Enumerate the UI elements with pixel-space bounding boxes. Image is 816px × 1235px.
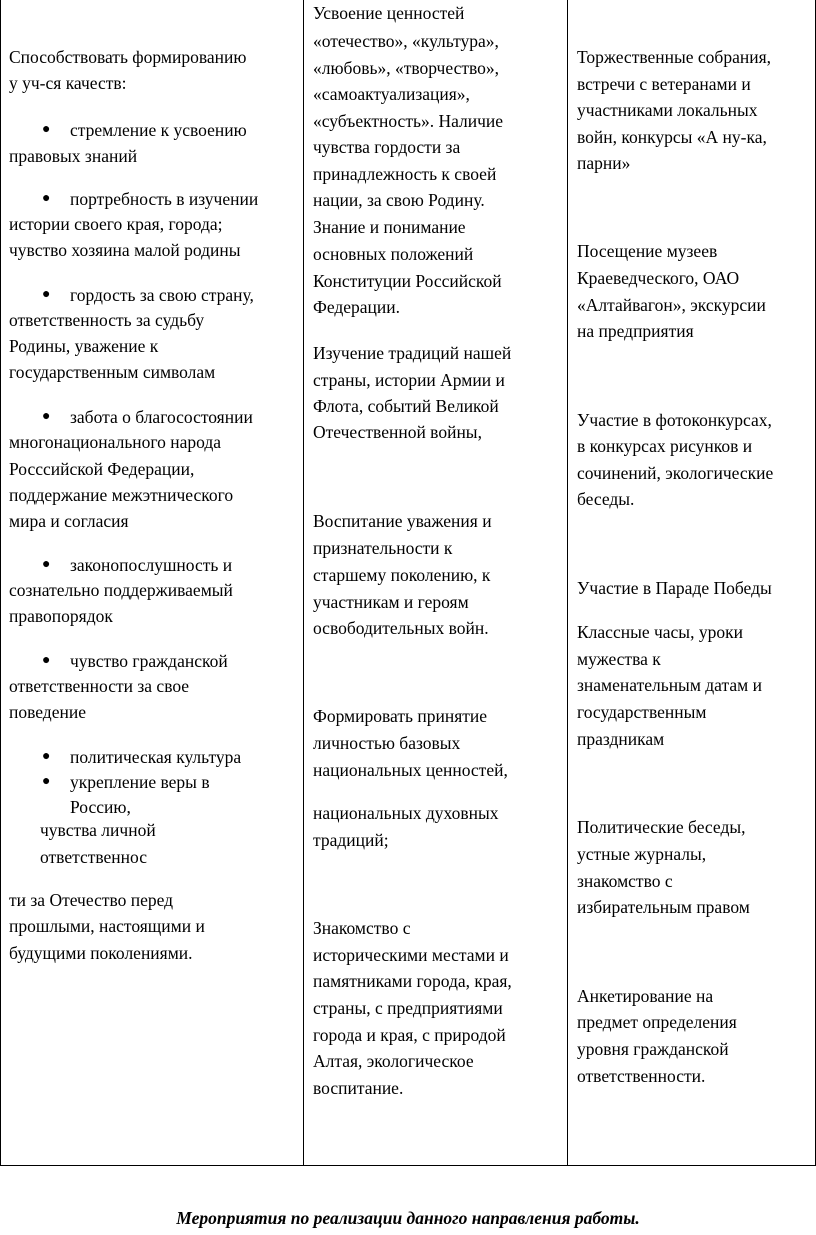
col3-line: беседы. <box>577 489 635 509</box>
col2-line: Формировать принятие <box>313 706 488 726</box>
bullet-icon: ● <box>42 122 51 137</box>
col2-line: традиций; <box>313 830 389 850</box>
col1-item-line: ответственности за свое <box>9 676 190 696</box>
col3-line: уровня гражданской <box>577 1039 729 1059</box>
col2-line: нации, за свою Родину. <box>313 190 485 210</box>
col2-line: воспитание. <box>313 1078 404 1098</box>
col2-line: Федерации. <box>313 297 401 317</box>
bullet-icon: ● <box>42 409 51 424</box>
col1-item-line: забота о благосостоянии <box>70 407 253 427</box>
col1-item-line: законопослушность и <box>70 555 233 575</box>
col1-item-line: чувство хозяина малой родины <box>9 240 241 260</box>
col1-item-line: Родины, уважение к <box>9 336 159 356</box>
table-border-bottom <box>0 1165 816 1166</box>
col1-item-line: Россию, <box>70 797 131 817</box>
col2-line: освободительных войн. <box>313 618 489 638</box>
col3-line: Краеведческого, ОАО <box>577 268 740 288</box>
col2-line: «самоактуализация», <box>313 84 470 104</box>
col2-line: Конституции Российской <box>313 271 502 291</box>
col2-line: страны, с предприятиями <box>313 998 503 1018</box>
bullet-icon: ● <box>42 774 51 789</box>
col2-line: «отечество», «культура», <box>313 31 499 51</box>
col1-item-line: правовых знаний <box>9 146 138 166</box>
col3-line: государственным <box>577 702 707 722</box>
col3-line: праздникам <box>577 729 665 749</box>
col2-line: историческими местами и <box>313 945 509 965</box>
col3-line: знакомство с <box>577 871 673 891</box>
bullet-icon: ● <box>42 749 51 764</box>
col3-line: избирательным правом <box>577 897 750 917</box>
col3-line: ответственности. <box>577 1066 706 1086</box>
col1-outro-line: ти за Отечество перед <box>9 890 174 910</box>
col1-outro-line: прошлыми, настоящими и <box>9 916 205 936</box>
col3-line: Посещение музеев <box>577 241 718 261</box>
col3-line: в конкурсах рисунков и <box>577 436 753 456</box>
col1-item-line: многонационального народа <box>9 432 222 452</box>
col3-line: на предприятия <box>577 321 694 341</box>
col1-item-line: мира и согласия <box>9 511 129 531</box>
col1-item-line: государственным символам <box>9 362 216 382</box>
col3-line: войн, конкурсы «А ну-ка, <box>577 127 767 147</box>
col3-line: устные журналы, <box>577 844 707 864</box>
col2-line: памятниками города, края, <box>313 971 512 991</box>
col1-item-line: сознательно поддерживаемый <box>9 580 233 600</box>
col1-outro-line: будущими поколениями. <box>9 943 193 963</box>
col3-line: парни» <box>577 153 631 173</box>
col2-line: личностью базовых <box>313 733 461 753</box>
col2-line: основных положений <box>313 244 474 264</box>
col1-item-line: портребность в изучении <box>70 189 259 209</box>
col3-line: предмет определения <box>577 1012 737 1032</box>
table-border-left <box>0 0 1 1166</box>
col2-line: Флота, событий Великой <box>313 396 499 416</box>
col1-item-line: правопорядок <box>9 606 113 626</box>
bullet-icon: ● <box>42 653 51 668</box>
col1-tail-line: чувства личной <box>40 820 156 840</box>
col1-tail-line: ответственнос <box>40 847 147 867</box>
bullet-icon: ● <box>42 287 51 302</box>
col2-line: национальных ценностей, <box>313 760 508 780</box>
col2-line: признательности к <box>313 538 453 558</box>
col3-line: Торжественные собрания, <box>577 47 772 67</box>
section-caption: Мероприятия по реализации данного направления работы. <box>176 1208 640 1228</box>
col2-line: города и края, с природой <box>313 1025 506 1045</box>
col3-line: мужества к <box>577 649 661 669</box>
col2-line: старшему поколению, к <box>313 565 491 585</box>
bullet-icon: ● <box>42 191 51 206</box>
col1-item-line: политическая культура <box>70 747 242 767</box>
col2-line: «субъектность». Наличие <box>313 111 504 131</box>
col2-line: Изучение традиций нашей <box>313 343 512 363</box>
col2-line: «любовь», «творчество», <box>313 58 499 78</box>
col2-line: национальных духовных <box>313 803 499 823</box>
col3-line: «Алтайвагон», экскурсии <box>577 295 766 315</box>
col1-item-line: поведение <box>9 702 86 722</box>
col2-line: Знакомство с <box>313 918 411 938</box>
column-divider-2 <box>567 0 568 1166</box>
col3-line: Участие в Параде Победы <box>577 578 772 598</box>
col1-item-line: поддержание межэтнического <box>9 485 234 505</box>
col1-intro-line: Способствовать формированию <box>9 47 247 67</box>
col1-item-line: стремление к усвоению <box>70 120 247 140</box>
col2-line: Знание и понимание <box>313 217 466 237</box>
col3-line: Анкетирование на <box>577 986 714 1006</box>
col3-line: Политические беседы, <box>577 817 746 837</box>
col1-item-line: истории своего края, города; <box>9 214 223 234</box>
col1-item-line: ответственность за судьбу <box>9 310 205 330</box>
col2-line: участникам и героям <box>313 592 469 612</box>
col3-line: Классные часы, уроки <box>577 622 743 642</box>
column-divider-1 <box>303 0 304 1166</box>
col3-line: встречи с ветеранами и <box>577 74 751 94</box>
col2-line: Усвоение ценностей <box>313 3 465 23</box>
col3-line: Участие в фотоконкурсах, <box>577 410 772 430</box>
col3-line: сочинений, экологические <box>577 463 774 483</box>
col1-item-line: гордость за свою страну, <box>70 285 254 305</box>
col2-line: принадлежность к своей <box>313 164 497 184</box>
col1-intro-line: у уч-ся качеств: <box>9 73 127 93</box>
col1-item-line: Росссийской Федерации, <box>9 459 195 479</box>
col3-line: знаменательным датам и <box>577 675 762 695</box>
col2-line: чувства гордости за <box>313 137 461 157</box>
col2-line: Отечественной войны, <box>313 422 482 442</box>
bullet-icon: ● <box>42 557 51 572</box>
col2-line: страны, истории Армии и <box>313 370 505 390</box>
col2-line: Алтая, экологическое <box>313 1051 474 1071</box>
col2-line: Воспитание уважения и <box>313 511 492 531</box>
col1-item-line: укрепление веры в <box>70 772 210 792</box>
col1-item-line: чувство гражданской <box>70 651 228 671</box>
col3-line: участниками локальных <box>577 100 758 120</box>
